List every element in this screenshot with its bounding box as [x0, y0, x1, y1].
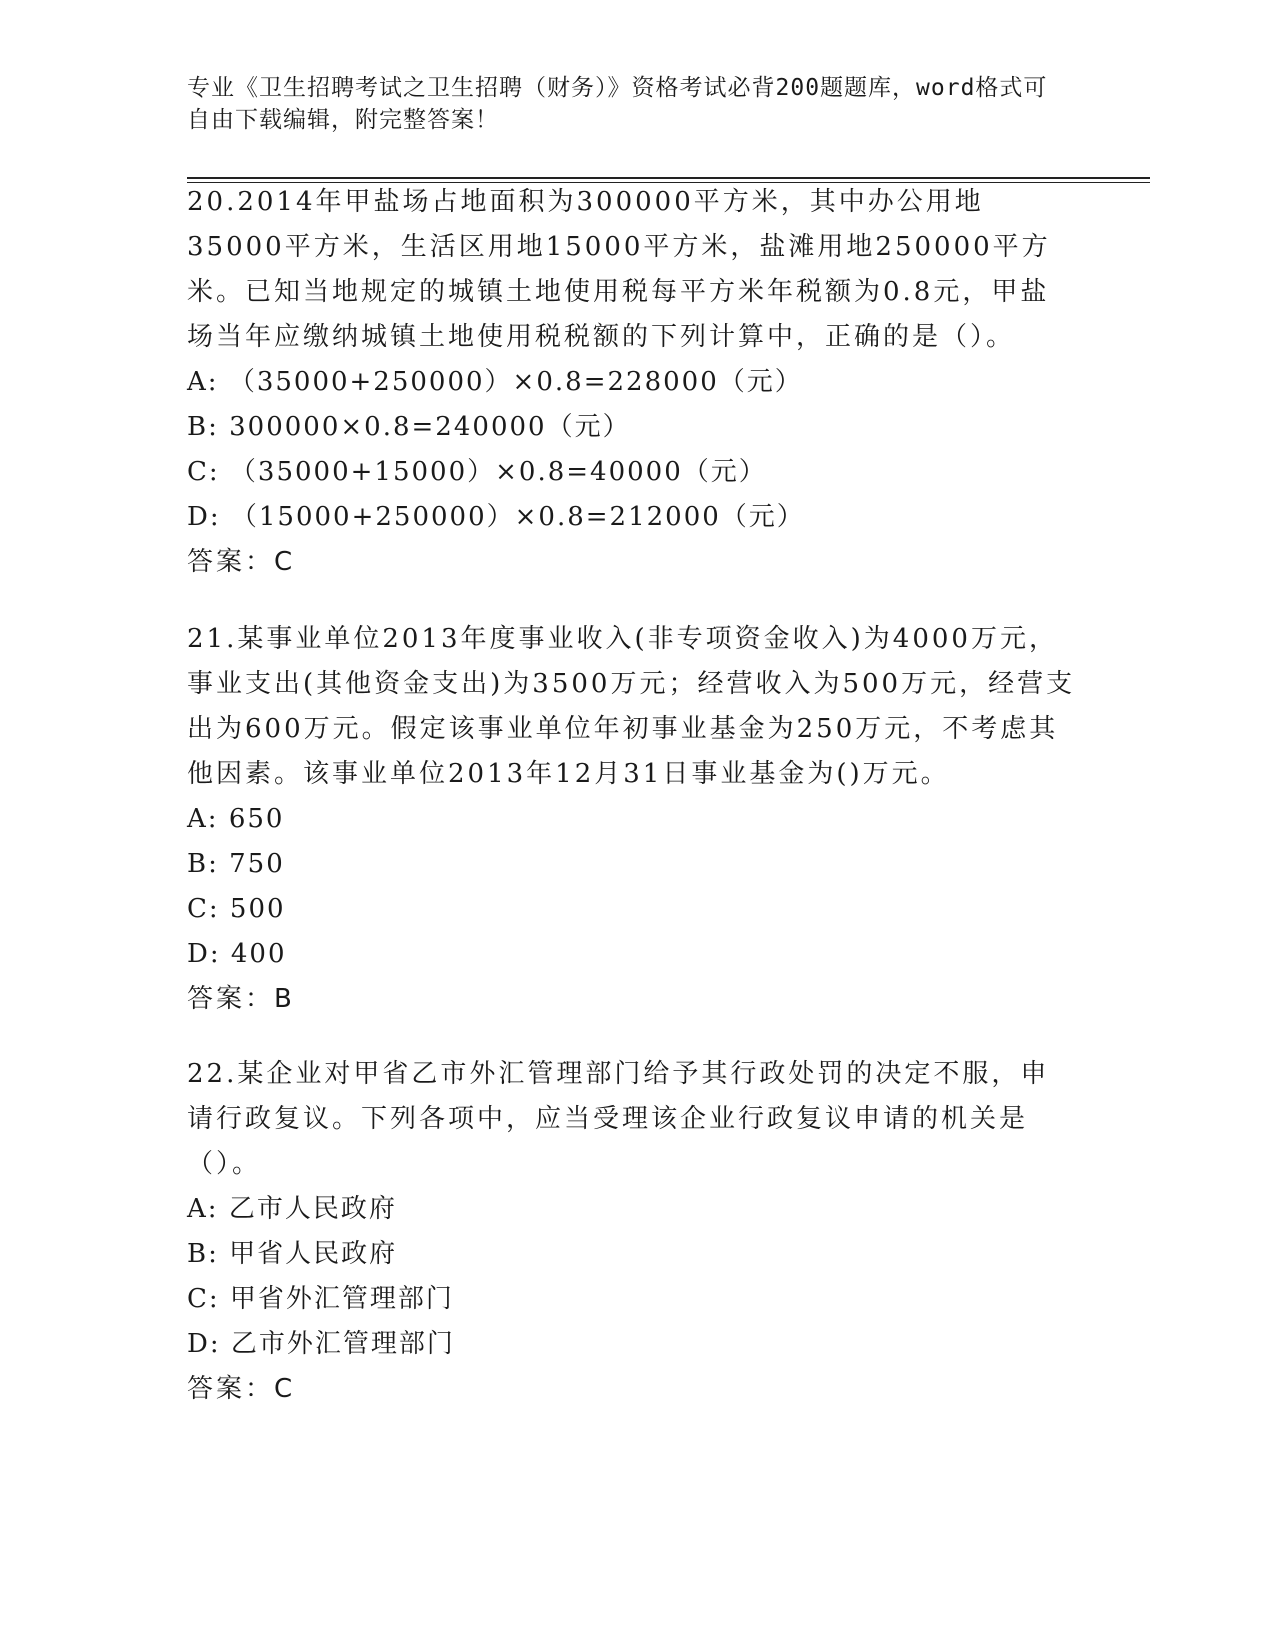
option-text: 乙市人民政府 — [228, 1194, 397, 1224]
option-key: C: — [187, 894, 220, 924]
option-key: D: — [187, 1329, 221, 1359]
option-d — [187, 1322, 1077, 1367]
option-text: 750 — [229, 849, 285, 879]
option-b — [187, 842, 1077, 887]
option-key: B: — [187, 1239, 219, 1269]
question-stem: 20.2014年甲盐场占地面积为300000平方米，其中办公用地35000平方米，生活区用地15000平方米，盐滩用地250000平方米。已知当地规定的城镇土地使用税每平方米年税额为0.8元，甲盐场当年应缴纳城镇土地使用税税额的下列计算中，正确的是（）。 — [187, 187, 1051, 352]
answer: 答案：B — [187, 984, 295, 1014]
option-d — [187, 932, 1077, 977]
option-text: （15000+250000）×0.8=212000（元） — [230, 502, 805, 532]
option-key: A: — [187, 367, 219, 397]
option-key: B: — [187, 849, 219, 879]
option-d — [187, 495, 1077, 540]
option-text: 甲省人民政府 — [229, 1239, 398, 1269]
option-a — [187, 1187, 1077, 1232]
option-text: （35000+15000）×0.8=40000（元） — [229, 457, 767, 487]
option-text: 甲省外汇管理部门 — [229, 1284, 454, 1314]
option-a — [187, 797, 1077, 842]
question-22 — [187, 1052, 1077, 1412]
answer: 答案：C — [187, 547, 296, 577]
option-text: 400 — [230, 939, 287, 969]
option-b — [187, 1232, 1077, 1277]
option-key: D: — [187, 502, 221, 532]
option-key: A: — [187, 1194, 219, 1224]
option-text: 乙市外汇管理部门 — [230, 1329, 455, 1359]
option-key: B: — [187, 412, 219, 442]
option-text: 500 — [229, 894, 286, 924]
option-text: 300000×0.8=240000（元） — [229, 412, 631, 442]
answer: 答案：C — [187, 1374, 296, 1404]
option-a — [187, 360, 1077, 405]
page-header: 专业《卫生招聘考试之卫生招聘（财务）》资格考试必背200题题库，word格式可自由下载编辑，附完整答案！ — [187, 75, 1048, 133]
option-c — [187, 887, 1077, 932]
option-c — [187, 450, 1077, 495]
option-text: 650 — [228, 804, 285, 834]
question-20 — [187, 180, 1077, 585]
question-21 — [187, 617, 1077, 1022]
option-b — [187, 405, 1077, 450]
option-text: （35000+250000）×0.8=228000（元） — [228, 367, 803, 397]
option-key: C: — [187, 457, 220, 487]
option-key: D: — [187, 939, 221, 969]
option-key: C: — [187, 1284, 220, 1314]
option-c — [187, 1277, 1077, 1322]
header-divider — [187, 177, 1150, 179]
option-key: A: — [187, 804, 219, 834]
question-stem: 21.某事业单位2013年度事业收入(非专项资金收入)为4000万元，事业支出(其他资金支出)为3500万元；经营收入为500万元，经营支出为600万元。假定该事业单位年初事业基金为250万元，不考虑其他因素。该事业单位2013年12月31日事业基金为()万元。 — [187, 624, 1076, 789]
question-stem: 22.某企业对甲省乙市外汇管理部门给予其行政处罚的决定不服，申请行政复议。下列各项中，应当受理该企业行政复议申请的机关是（）。 — [187, 1059, 1050, 1179]
